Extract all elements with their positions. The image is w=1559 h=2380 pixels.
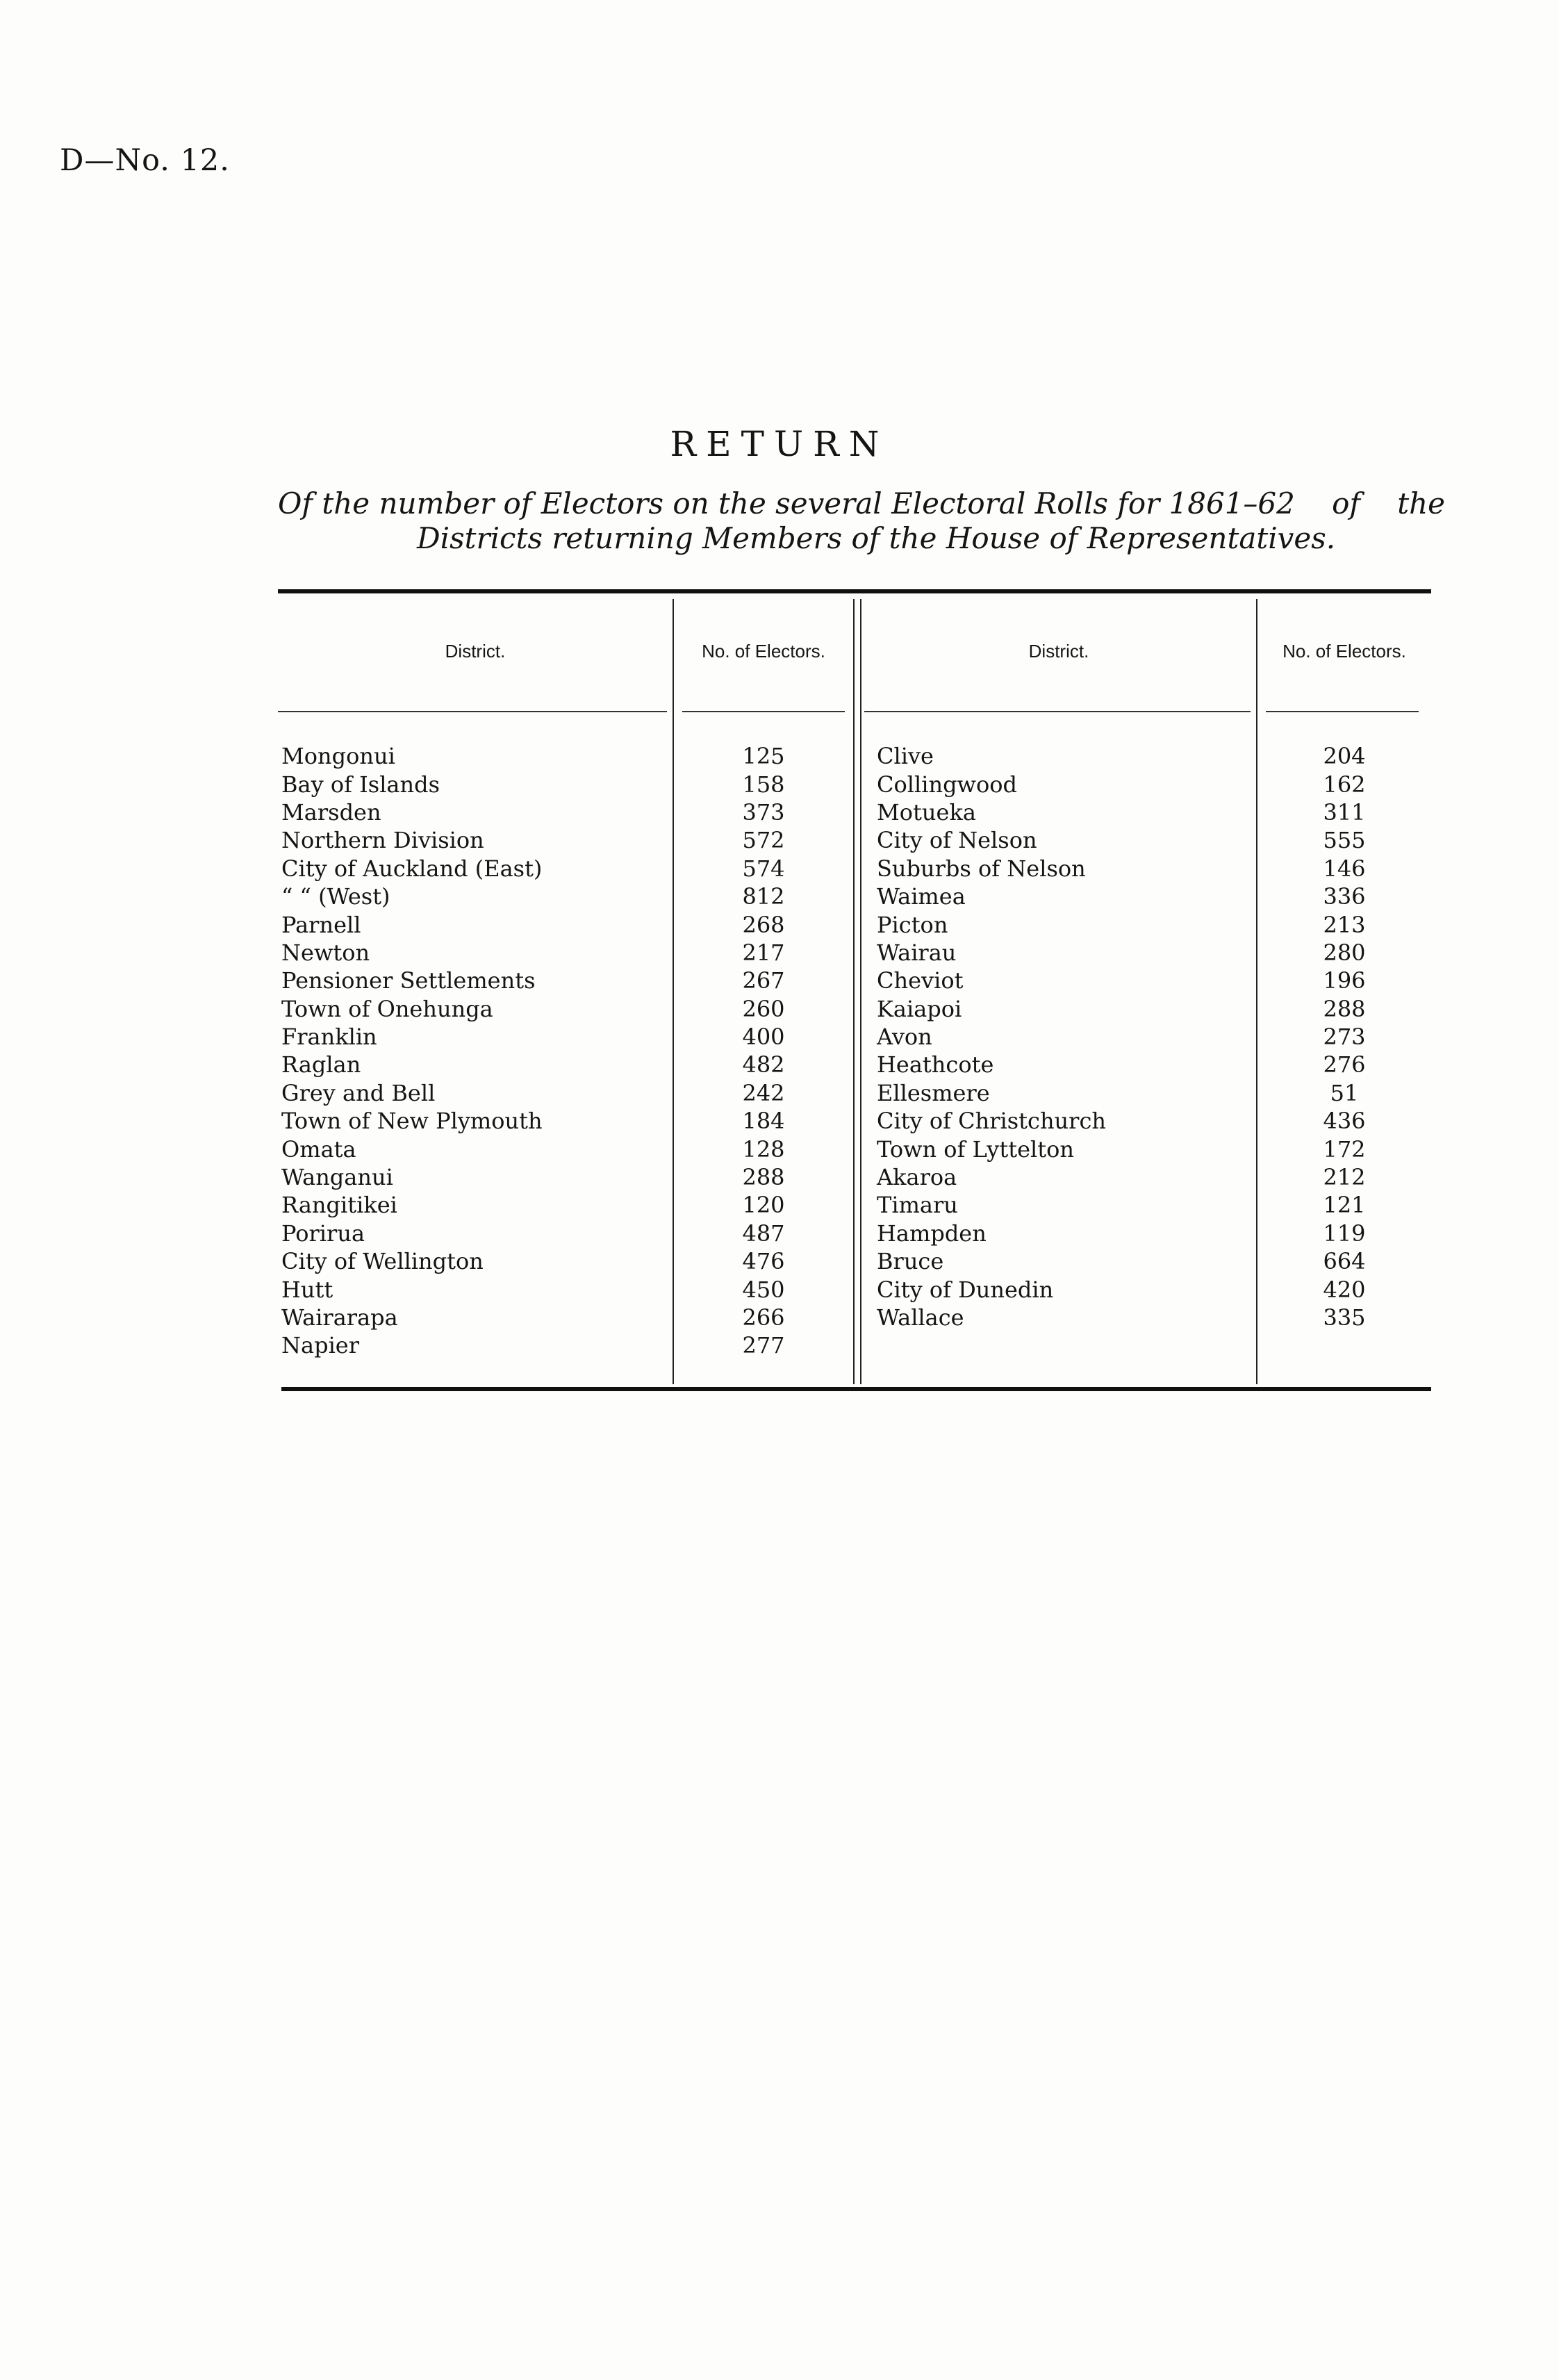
left-electors-cell: 450	[742, 1276, 785, 1303]
right-district-row	[877, 1191, 1252, 1219]
district-name: City of Wellington	[281, 1248, 484, 1275]
left-district-row	[281, 1107, 667, 1135]
header-rule-3	[864, 711, 1251, 712]
left-district-row	[281, 1275, 667, 1303]
right-district-row	[877, 1135, 1252, 1163]
right-electors-column	[1257, 742, 1431, 1331]
right-district-row	[877, 798, 1252, 826]
left-electors-cell: 288	[742, 1164, 785, 1191]
left-district-row	[281, 1220, 667, 1247]
district-name: Clive	[877, 743, 934, 770]
left-district-row	[281, 742, 667, 770]
district-name: City of Nelson	[877, 827, 1037, 854]
header-electors-left: No. of Electors.	[702, 641, 825, 662]
district-name: Hutt	[281, 1276, 333, 1303]
district-name: Parnell	[281, 911, 361, 938]
left-electors-cell: 128	[742, 1135, 785, 1163]
left-electors-column	[674, 742, 853, 1360]
header-rule-4	[1266, 711, 1419, 712]
right-district-row	[877, 1051, 1252, 1078]
district-name: Raglan	[281, 1051, 361, 1078]
left-electors-cell: 487	[742, 1220, 785, 1247]
district-name: Wallace	[877, 1304, 964, 1331]
left-electors-cell: 482	[742, 1051, 785, 1078]
left-district-row	[281, 1191, 667, 1219]
left-electors-cell: 268	[742, 911, 785, 938]
district-name: Pensioner Settlements	[281, 967, 536, 994]
left-district-row	[281, 798, 667, 826]
left-district-row	[281, 883, 667, 910]
left-district-row	[281, 939, 667, 967]
left-district-column	[281, 742, 667, 1360]
right-district-row	[877, 995, 1252, 1023]
district-name: Heathcote	[877, 1051, 994, 1078]
district-name: Town of Onehunga	[281, 995, 493, 1022]
right-electors-cell: 146	[1323, 855, 1366, 882]
right-district-row	[877, 967, 1252, 994]
district-name: Cheviot	[877, 967, 964, 994]
district-name: Newton	[281, 939, 370, 966]
right-electors-cell: 196	[1323, 967, 1366, 994]
right-electors-cell: 162	[1323, 771, 1366, 798]
district-name: Wairau	[877, 939, 957, 966]
document-subtitle	[278, 486, 1445, 556]
right-electors-cell: 280	[1323, 939, 1366, 966]
right-electors-cell: 288	[1323, 995, 1366, 1022]
district-name: “ “ (West)	[281, 883, 390, 910]
right-district-row	[877, 910, 1252, 938]
right-district-row	[877, 1023, 1252, 1051]
district-name: Motueka	[877, 798, 976, 826]
right-electors-cell: 204	[1323, 743, 1366, 770]
district-name: Avon	[877, 1024, 932, 1051]
left-electors-cell: 266	[742, 1304, 785, 1331]
left-electors-cell: 812	[742, 883, 785, 910]
right-electors-cell: 420	[1323, 1276, 1366, 1303]
right-district-row	[877, 1079, 1252, 1107]
right-electors-cell: 276	[1323, 1051, 1366, 1078]
district-name: City of Christchurch	[877, 1108, 1106, 1135]
right-electors-cell: 335	[1323, 1304, 1366, 1331]
right-electors-cell: 212	[1323, 1164, 1366, 1191]
district-name: Marsden	[281, 798, 381, 826]
page-reference: D—No. 12.	[60, 143, 230, 178]
left-electors-cell: 242	[742, 1079, 785, 1106]
left-district-row	[281, 1023, 667, 1051]
divider-center-b	[860, 599, 861, 1384]
left-district-row	[281, 967, 667, 994]
right-electors-cell: 336	[1323, 883, 1366, 910]
right-district-row	[877, 1220, 1252, 1247]
left-district-row	[281, 1331, 667, 1359]
district-name: Omata	[281, 1135, 356, 1163]
district-name: Mongonui	[281, 743, 395, 770]
left-electors-cell: 260	[742, 995, 785, 1022]
table-top-rule	[278, 589, 1431, 593]
right-electors-cell: 436	[1323, 1108, 1366, 1135]
left-electors-cell: 572	[742, 827, 785, 854]
header-rule-1	[278, 711, 667, 712]
subtitle-line-2: Districts returning Members of the House of Representatives.	[417, 521, 1336, 555]
header-rule-2	[682, 711, 845, 712]
left-district-row	[281, 855, 667, 883]
district-name: Napier	[281, 1332, 360, 1359]
district-name: Bay of Islands	[281, 771, 440, 798]
table-bottom-rule	[281, 1387, 1431, 1391]
right-electors-cell: 119	[1323, 1220, 1366, 1247]
right-electors-cell: 51	[1330, 1079, 1359, 1106]
district-name: Timaru	[877, 1192, 958, 1219]
right-district-row	[877, 1304, 1252, 1331]
left-electors-cell: 574	[742, 855, 785, 882]
right-district-row	[877, 1163, 1252, 1191]
district-name: Hampden	[877, 1220, 987, 1247]
right-electors-cell: 213	[1323, 911, 1366, 938]
left-district-row	[281, 1079, 667, 1107]
district-name: Wairarapa	[281, 1304, 398, 1331]
divider-center-a	[853, 599, 855, 1384]
left-district-row	[281, 1135, 667, 1163]
left-electors-cell: 267	[742, 967, 785, 994]
subtitle-line-1-of: of	[1332, 486, 1360, 520]
header-district-left: District.	[445, 641, 506, 662]
left-district-row	[281, 1304, 667, 1331]
left-district-row	[281, 995, 667, 1023]
left-electors-cell: 277	[742, 1332, 785, 1359]
right-electors-cell: 311	[1323, 798, 1366, 826]
document-title: RETURN	[670, 424, 889, 464]
left-district-row	[281, 1051, 667, 1078]
district-name: Northern Division	[281, 827, 484, 854]
right-district-row	[877, 855, 1252, 883]
left-district-row	[281, 770, 667, 798]
right-electors-cell: 273	[1323, 1024, 1366, 1051]
right-electors-cell: 555	[1323, 827, 1366, 854]
subtitle-line-1-main: Of the number of Electors on the several Electoral Rolls for 1861–62	[278, 486, 1295, 520]
right-district-row	[877, 742, 1252, 770]
right-district-row	[877, 826, 1252, 854]
right-electors-cell: 121	[1323, 1192, 1366, 1219]
district-name: Town of New Plymouth	[281, 1108, 543, 1135]
right-district-row	[877, 770, 1252, 798]
subtitle-line-1-the: the	[1397, 486, 1445, 520]
district-name: Wanganui	[281, 1164, 393, 1191]
left-electors-cell: 120	[742, 1192, 785, 1219]
right-electors-cell: 664	[1323, 1248, 1366, 1275]
right-district-row	[877, 939, 1252, 967]
district-name: Kaiapoi	[877, 995, 962, 1022]
left-district-row	[281, 826, 667, 854]
left-electors-cell: 184	[742, 1108, 785, 1135]
district-name: Grey and Bell	[281, 1079, 436, 1106]
district-name: Porirua	[281, 1220, 365, 1247]
district-name: Collingwood	[877, 771, 1017, 798]
left-electors-cell: 217	[742, 939, 785, 966]
left-electors-cell: 373	[742, 798, 785, 826]
left-electors-cell: 400	[742, 1024, 785, 1051]
left-district-row	[281, 910, 667, 938]
right-district-row	[877, 1247, 1252, 1275]
left-electors-cell: 476	[742, 1248, 785, 1275]
district-name: Franklin	[281, 1024, 377, 1051]
right-district-row	[877, 883, 1252, 910]
district-name: City of Auckland (East)	[281, 855, 543, 882]
district-name: Suburbs of Nelson	[877, 855, 1086, 882]
right-electors-cell: 172	[1323, 1135, 1366, 1163]
district-name: Bruce	[877, 1248, 944, 1275]
district-name: Town of Lyttelton	[877, 1135, 1074, 1163]
district-name: Picton	[877, 911, 948, 938]
left-district-row	[281, 1163, 667, 1191]
left-electors-cell: 125	[742, 743, 785, 770]
district-name: Waimea	[877, 883, 966, 910]
district-name: Rangitikei	[281, 1192, 397, 1219]
header-district-right: District.	[1028, 641, 1089, 662]
district-name: Ellesmere	[877, 1079, 990, 1106]
district-name: Akaroa	[877, 1164, 957, 1191]
district-name: City of Dunedin	[877, 1276, 1054, 1303]
right-district-column	[877, 742, 1252, 1331]
header-electors-right: No. of Electors.	[1282, 641, 1406, 662]
right-district-row	[877, 1275, 1252, 1303]
right-district-row	[877, 1107, 1252, 1135]
left-district-row	[281, 1247, 667, 1275]
left-electors-cell: 158	[742, 771, 785, 798]
